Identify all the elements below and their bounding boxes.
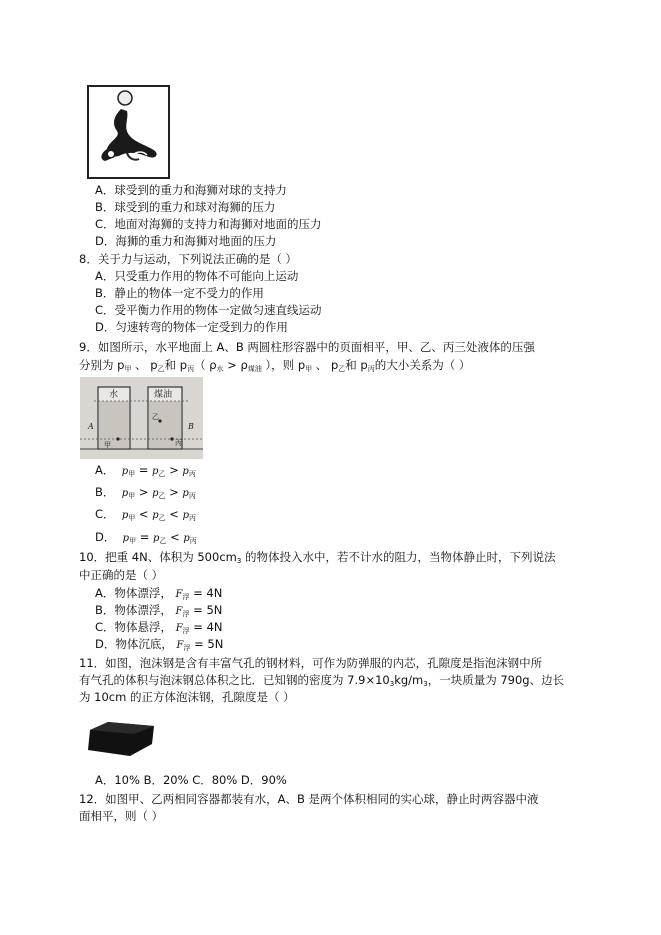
q10-option-c: C．物体悬浮， $F_浮 = 4N$: [95, 620, 223, 635]
q10-stem-line2: 中正确的是（ ）: [79, 568, 164, 582]
q9-stem-line2: 分别为 $p_甲$ 、 $p_乙$和 $p_丙$（ $\rho_水 > \rho_{煤油}$ ），则 $p_甲$ 、 $p_乙$和 $p_丙$的大小关系为（ ）: [79, 358, 471, 373]
q10-option-a: A．物体漂浮， $F_浮 = 4N$: [95, 586, 223, 601]
foam-steel-figure: [86, 718, 158, 758]
q10-option-b: B．物体漂浮， $F_浮 = 5N$: [95, 603, 223, 618]
q11-stem-line2: 有气孔的体积与泡沫钢总体积之比．已知钢的密度为 $7.9\times 10_3kg/m_3$，一块质量为 790g、边长: [79, 673, 565, 688]
q7-option-a: A．球受到的重力和海狮对球的支持力: [95, 183, 287, 197]
q12-stem-line1: 12．如图甲、乙两相同容器都装有水，A、B 是两个体积相同的实心球，静止时两容器中液: [79, 792, 539, 806]
label-kerosene: 煤油: [154, 390, 173, 400]
label-jia: 甲: [104, 441, 111, 449]
q11-stem-line1: 11．如图，泡沫钢是含有丰富气孔的钢材料，可作为防弹服的内芯，孔隙度是指泡沫钢中所: [79, 656, 543, 670]
q8-stem: 8．关于力与运动，下列说法正确的是（ ）: [79, 252, 297, 266]
q9-stem-line1: 9．如图所示，水平地面上 A、B 两圆柱形容器中的页面相平，甲、乙、丙三处液体的压强: [79, 340, 535, 354]
q10-option-d: D．物体沉底， $F_浮 = 5N$: [95, 637, 224, 652]
q7-option-b: B．球受到的重力和球对海狮的压力: [95, 200, 276, 214]
q11-stem-line3: 为 10cm 的正方体泡沫钢，孔隙度是（ ）: [79, 690, 295, 704]
label-bing: 丙: [175, 439, 182, 447]
label-yi: 乙: [152, 413, 159, 421]
label-b: B: [188, 422, 194, 431]
label-water: 水: [109, 390, 119, 400]
containers-figure: [80, 377, 203, 459]
q9-option-c: C． $p_甲 < p_乙 < p_丙$: [95, 507, 196, 522]
q8-option-b: B．静止的物体一定不受力的作用: [95, 286, 264, 300]
sea-lion-figure: [87, 85, 170, 179]
q9-option-a: A． $p_甲 = p_乙 > p_丙$: [95, 463, 196, 478]
q11-options: A．10% B．20% C．80% D．90%: [95, 773, 287, 787]
q8-option-c: C．受平衡力作用的物体一定做匀速直线运动: [95, 303, 322, 317]
q9-option-b: B． $p_甲 > p_乙 > p_丙$: [95, 485, 196, 500]
q7-option-c: C．地面对海狮的支持力和海狮对地面的压力: [95, 217, 322, 231]
q12-stem-line2: 面相平，则（ ）: [79, 809, 164, 823]
q10-stem-line1: 10．把重 4N、体积为 $500cm_3$ 的物体投入水中，若不计水的阻力，当物体静止时，下列说法: [79, 550, 556, 565]
q9-option-d: D． $p_甲 = p_乙 < p_丙$: [95, 530, 197, 545]
q8-option-a: A．只受重力作用的物体不可能向上运动: [95, 269, 299, 283]
q7-option-d: D．海狮的重力和海狮对地面的压力: [95, 234, 277, 248]
label-a: A: [88, 422, 94, 431]
q8-option-d: D．匀速转弯的物体一定受到力的作用: [95, 320, 288, 334]
